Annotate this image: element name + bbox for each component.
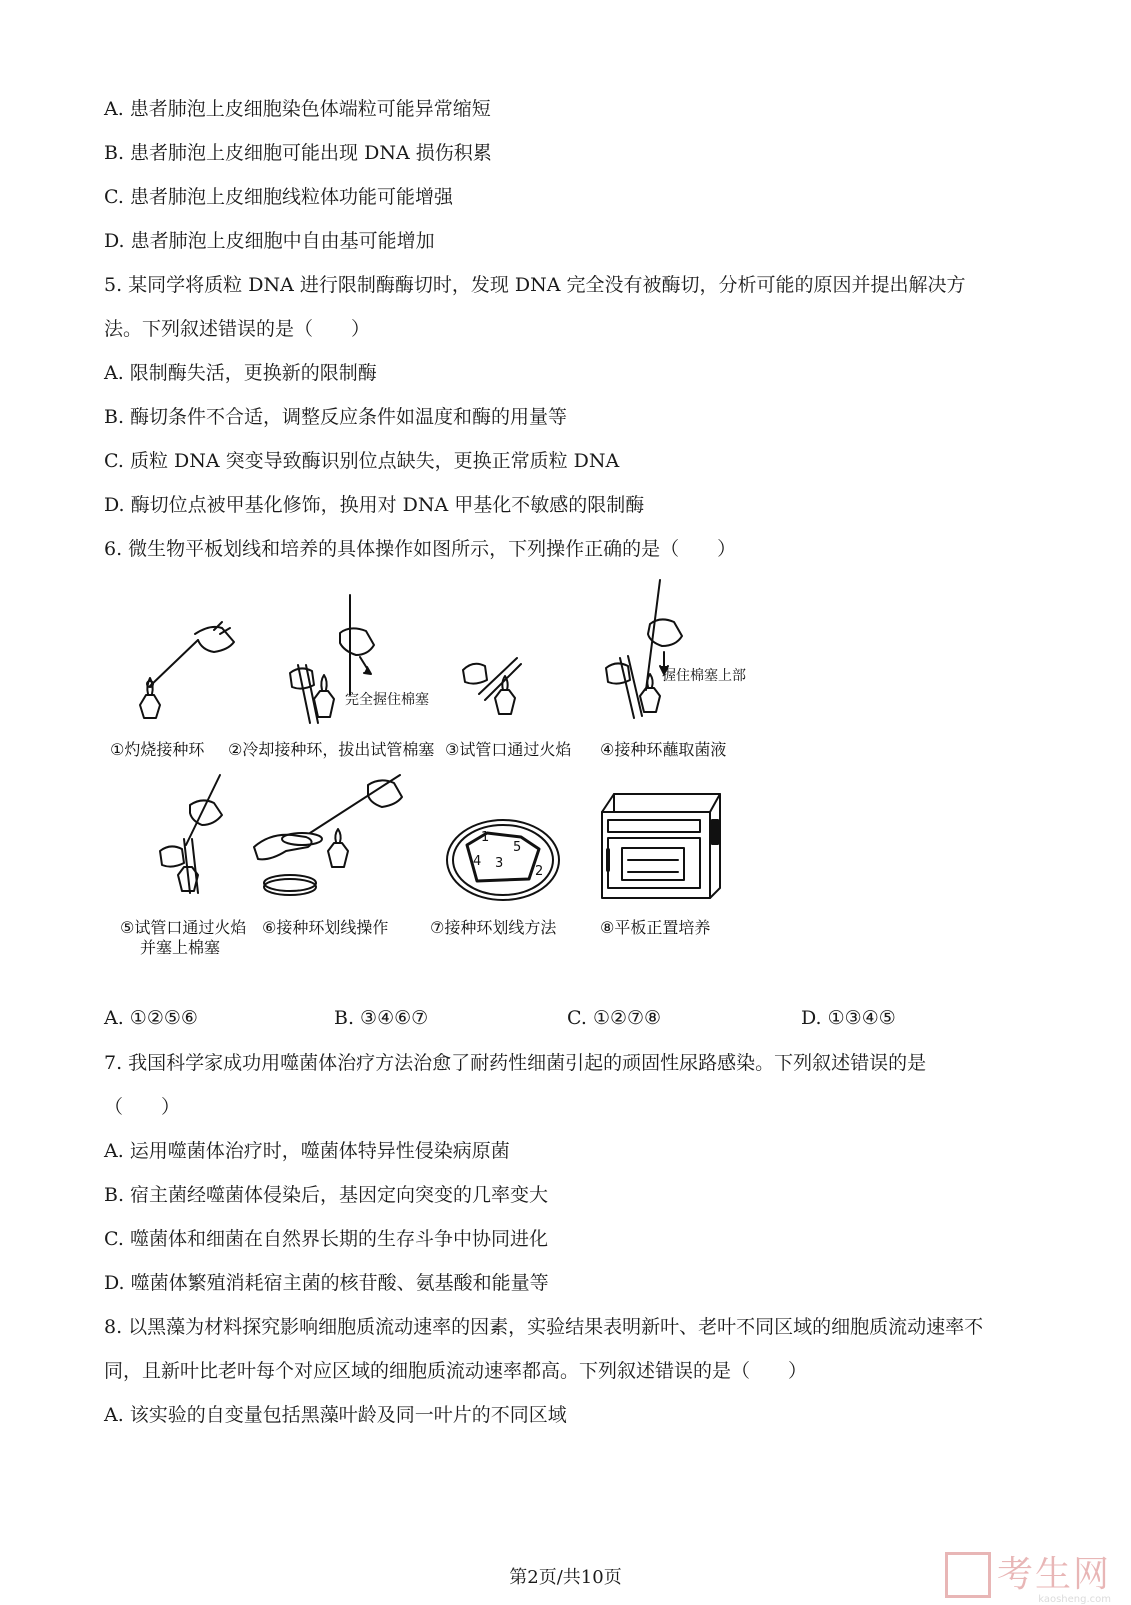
zone-label-5: 5 xyxy=(513,840,522,855)
question-7-bracket: （ ） xyxy=(104,1096,181,1118)
step5-illustration xyxy=(150,775,250,915)
test-tube-icon xyxy=(298,665,318,723)
option-4a: A. 患者肺泡上皮细胞染色体端粒可能异常缩短 xyxy=(104,98,491,120)
page-number: 第2页/共10页 xyxy=(509,1567,622,1588)
choice-6a: A. ①②⑤⑥ xyxy=(104,1007,198,1029)
alcohol-lamp-icon xyxy=(495,690,515,714)
watermark-text: 考生网 xyxy=(996,1554,1111,1595)
option-5d: D. 酶切位点被甲基化修饰，换用对 DNA 甲基化不敏感的限制酶 xyxy=(104,494,645,516)
test-tube-icon xyxy=(620,656,642,718)
hand-icon xyxy=(463,664,487,684)
alcohol-lamp-icon xyxy=(314,691,334,717)
step2-illustration xyxy=(270,595,440,735)
step3-illustration xyxy=(455,650,565,730)
zone-label-2: 2 xyxy=(535,864,544,879)
test-tube-icon xyxy=(479,658,521,700)
hand-icon xyxy=(606,663,630,683)
caption-step5-cont: 并塞上棉塞 xyxy=(140,938,221,957)
option-7d: D. 噬菌体繁殖消耗宿主菌的核苷酸、氨基酸和能量等 xyxy=(104,1272,549,1294)
option-8a: A. 该实验的自变量包括黑藻叶龄及同一叶片的不同区域 xyxy=(104,1404,567,1426)
watermark-logo-icon xyxy=(945,1552,991,1598)
alcohol-lamp-icon xyxy=(328,843,348,867)
hand-icon xyxy=(340,628,374,655)
zone-label-4: 4 xyxy=(473,854,482,869)
question-5-stem: 5. 某同学将质粒 DNA 进行限制酶酶切时，发现 DNA 完全没有被酶切，分析可能的原因并提出解决方 xyxy=(104,274,966,296)
choice-6b: B. ③④⑥⑦ xyxy=(334,1007,429,1029)
hand-icon xyxy=(160,846,184,866)
caption-step8: ⑧平板正置培养 xyxy=(600,918,711,937)
incubator-icon xyxy=(602,794,720,898)
option-4c: C. 患者肺泡上皮细胞线粒体功能可能增强 xyxy=(104,186,453,208)
step6-illustration xyxy=(250,775,420,910)
label-hold-plug-top: 握住棉塞上部 xyxy=(662,668,746,684)
alcohol-lamp-icon xyxy=(140,695,160,718)
option-5a: A. 限制酶失活，更换新的限制酶 xyxy=(104,362,377,384)
watermark xyxy=(945,1552,1111,1605)
option-7a: A. 运用噬菌体治疗时，噬菌体特异性侵染病原菌 xyxy=(104,1140,510,1162)
caption-step3: ③试管口通过火焰 xyxy=(445,740,572,759)
label-hold-plug-fully: 完全握住棉塞 xyxy=(345,692,429,708)
caption-step5: ⑤试管口通过火焰 xyxy=(120,918,247,937)
question-8-stem: 8. 以黑藻为材料探究影响细胞质流动速率的因素，实验结果表明新叶、老叶不同区域的细胞质流动速率不 xyxy=(104,1316,984,1338)
option-7b: B. 宿主菌经噬菌体侵染后，基因定向突变的几率变大 xyxy=(104,1184,549,1206)
step8-illustration xyxy=(598,790,728,905)
step4-illustration xyxy=(600,580,710,730)
choice-6c: C. ①②⑦⑧ xyxy=(567,1007,662,1029)
caption-step6: ⑥接种环划线操作 xyxy=(262,918,389,937)
zone-label-3: 3 xyxy=(495,856,504,871)
caption-step1: ①灼烧接种环 xyxy=(110,740,205,759)
step1-illustration xyxy=(110,610,250,740)
choice-6d: D. ①③④⑤ xyxy=(801,1007,896,1029)
zone-label-1: 1 xyxy=(481,830,490,845)
question-6-stem: 6. 微生物平板划线和培养的具体操作如图所示，下列操作正确的是（ ） xyxy=(104,538,737,560)
watermark-url: kaosheng.com xyxy=(1038,1594,1111,1605)
dish-lid-icon xyxy=(282,833,322,845)
petri-dish-icon xyxy=(264,879,316,895)
option-4b: B. 患者肺泡上皮细胞可能出现 DNA 损伤积累 xyxy=(104,142,492,164)
option-4d: D. 患者肺泡上皮细胞中自由基可能增加 xyxy=(104,230,435,252)
question-7-stem: 7. 我国科学家成功用噬菌体治疗方法治愈了耐药性细菌引起的顽固性尿路感染。下列叙述错误的是 xyxy=(104,1052,927,1074)
caption-step7: ⑦接种环划线方法 xyxy=(430,918,557,937)
option-7c: C. 噬菌体和细菌在自然界长期的生存斗争中协同进化 xyxy=(104,1228,548,1250)
step7-illustration xyxy=(443,815,563,905)
question-5-stem-cont: 法。下列叙述错误的是（ ） xyxy=(104,318,371,340)
caption-step2: ②冷却接种环，拔出试管棉塞 xyxy=(228,740,435,759)
alcohol-lamp-icon xyxy=(640,688,660,712)
caption-step4: ④接种环蘸取菌液 xyxy=(600,740,727,759)
option-5b: B. 酶切条件不合适，调整反应条件如温度和酶的用量等 xyxy=(104,406,568,428)
option-5c: C. 质粒 DNA 突变导致酶识别位点缺失，更换正常质粒 DNA xyxy=(104,450,620,472)
question-8-stem-cont: 同，且新叶比老叶每个对应区域的细胞质流动速率都高。下列叙述错误的是（ ） xyxy=(104,1360,808,1382)
